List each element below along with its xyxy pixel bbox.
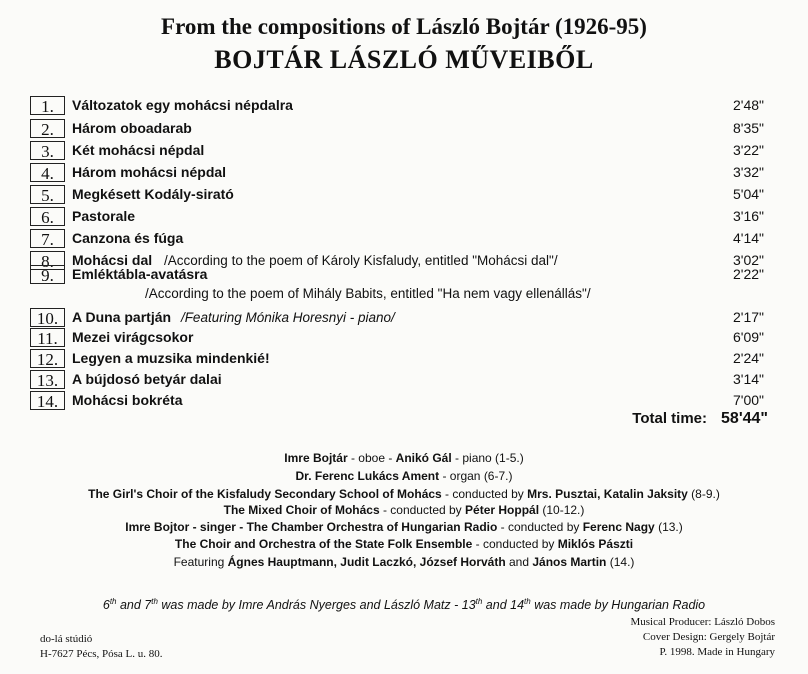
track-number: 6. bbox=[30, 207, 65, 226]
track-title: Két mohácsi népdal bbox=[72, 142, 205, 158]
track-row bbox=[30, 141, 770, 161]
track-duration: 3'32" bbox=[732, 164, 764, 180]
track-title: Változatok egy mohácsi népdalra bbox=[72, 97, 293, 113]
track-note: /Featuring Mónika Horesnyi - piano/ bbox=[180, 310, 395, 325]
track-number: 10. bbox=[30, 308, 65, 327]
track-duration: 6'09" bbox=[732, 329, 764, 345]
track-title: A bújdosó betyár dalai bbox=[72, 371, 222, 387]
track-duration: 2'48" bbox=[732, 97, 764, 113]
track-row bbox=[30, 207, 770, 227]
track-title: Három oboadarab bbox=[72, 120, 192, 136]
track-row bbox=[30, 229, 770, 249]
track-title: Mohácsi bokréta bbox=[72, 392, 183, 408]
track-duration: 2'17" bbox=[732, 309, 764, 325]
track-number: 11. bbox=[30, 328, 65, 347]
track-row bbox=[30, 391, 770, 411]
track-duration: 5'04" bbox=[732, 186, 764, 202]
credit-line: The Mixed Choir of Mohács - conducted by Péter Hoppál (10-12.) bbox=[223, 503, 585, 517]
credit-line: The Choir and Orchestra of the State Folk Ensemble - conducted by Miklós Pászti bbox=[174, 537, 634, 551]
track-note: /According to the poem of Mihály Babits, entitled "Ha nem vagy ellenállás"/ bbox=[145, 286, 591, 301]
page-title: BOJTÁR LÁSZLÓ MŰVEIBŐL bbox=[214, 45, 594, 74]
track-number: 12. bbox=[30, 349, 65, 368]
track-title: Három mohácsi népdal bbox=[72, 164, 227, 180]
track-number: 4. bbox=[30, 163, 65, 182]
track-number: 5. bbox=[30, 185, 65, 204]
recording-note: 6th and 7th was made by Imre András Nyerges and László Matz - 13th and 14th was made by Hungarian Radio bbox=[102, 597, 706, 613]
track-row bbox=[30, 370, 770, 390]
total-time-value: 58'44" bbox=[721, 410, 768, 427]
track-duration: 3'16" bbox=[732, 208, 764, 224]
track-number: 2. bbox=[30, 119, 65, 138]
studio-address: do-lá stúdió H-7627 Pécs, Pósa L. u. 80. bbox=[40, 633, 163, 660]
track-duration: 3'22" bbox=[732, 142, 764, 158]
track-title: Pastorale bbox=[72, 208, 136, 224]
track-title: Mezei virágcsokor bbox=[72, 329, 194, 345]
track-row bbox=[30, 185, 770, 205]
track-row bbox=[30, 308, 770, 328]
track-title: Megkésett Kodály-sirató bbox=[72, 186, 234, 202]
track-duration: 4'14" bbox=[732, 230, 764, 246]
track-row bbox=[30, 328, 770, 348]
credit-line: Imre Bojtár - oboe - Anikó Gál - piano (1-5.) bbox=[284, 451, 524, 465]
credit-line: The Girl's Choir of the Kisfaludy Secondary School of Mohács - conducted by Mrs. Pusztai, Katalin Jaksity (8-9.) bbox=[88, 487, 720, 501]
track-row bbox=[30, 96, 770, 116]
track-row bbox=[30, 349, 770, 369]
track-number: 1. bbox=[30, 96, 65, 115]
track-title: Legyen a muzsika mindenkié! bbox=[72, 350, 270, 366]
track-duration: 3'02" bbox=[732, 252, 764, 268]
track-duration: 7'00" bbox=[732, 392, 764, 408]
track-number: 13. bbox=[30, 370, 65, 389]
track-duration: 2'24" bbox=[732, 350, 764, 366]
track-duration: 2'22" bbox=[732, 266, 764, 282]
subtitle: From the compositions of László Bojtár (1926-95) bbox=[161, 14, 647, 39]
track-title: Canzona és fúga bbox=[72, 230, 184, 246]
track-title: A Duna partján bbox=[72, 309, 172, 325]
total-time-label: Total time: bbox=[632, 410, 708, 427]
track-row bbox=[30, 163, 770, 183]
track-note: /According to the poem of Károly Kisfaludy, entitled "Mohácsi dal"/ bbox=[164, 253, 558, 268]
track-number: 3. bbox=[30, 141, 65, 160]
credit-line: Imre Bojtor - singer - The Chamber Orchestra of Hungarian Radio - conducted by Ferenc Nagy (13.) bbox=[125, 520, 683, 534]
credit-line: Dr. Ferenc Lukács Ament - organ (6-7.) bbox=[295, 469, 513, 483]
track-title: Emléktábla-avatásra bbox=[72, 266, 208, 282]
credit-line: Featuring Ágnes Hauptmann, Judit Laczkó, József Horváth and János Martin (14.) bbox=[173, 555, 635, 569]
total-time bbox=[632, 410, 768, 428]
track-number: 9. bbox=[30, 265, 65, 284]
track-title-with-note bbox=[72, 308, 395, 327]
track-duration: 8'35" bbox=[732, 120, 764, 136]
track-row bbox=[30, 265, 770, 285]
track-number: 8. bbox=[30, 251, 65, 270]
track-duration: 3'14" bbox=[732, 371, 764, 387]
track-number: 14. bbox=[30, 391, 65, 410]
track-row bbox=[30, 119, 770, 139]
track-title: Mohácsi dal bbox=[72, 252, 153, 268]
production-credits: Musical Producer: László Dobos Cover Design: Gergely Bojtár P. 1998. Made in Hungary bbox=[630, 616, 775, 658]
track-number: 7. bbox=[30, 229, 65, 248]
